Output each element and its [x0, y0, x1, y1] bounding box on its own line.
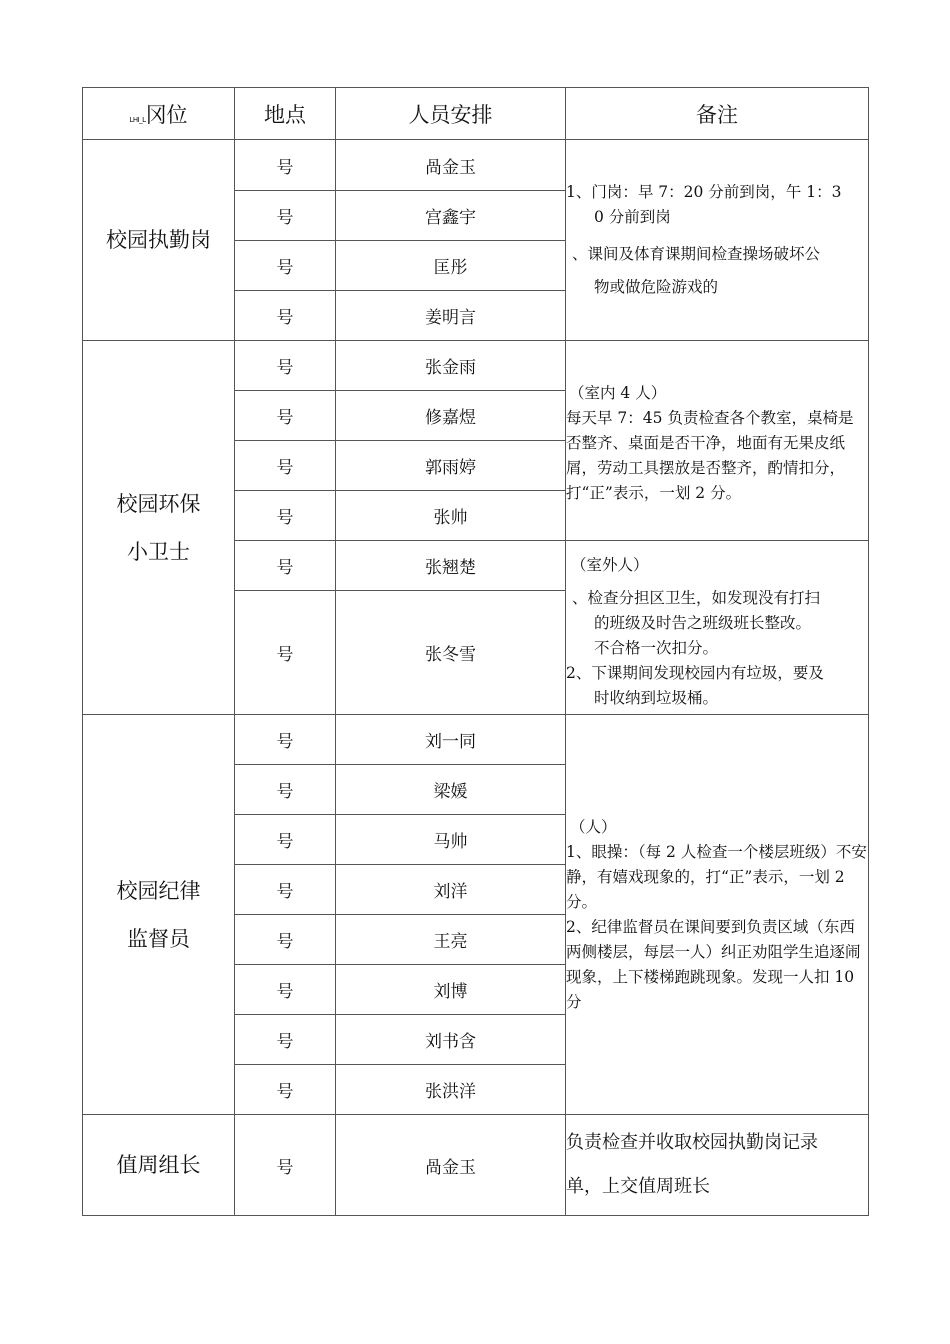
note-title: （室外人） [571, 555, 649, 574]
header-location: 地点 [235, 88, 336, 140]
remarks-cell [566, 715, 869, 1115]
location-cell: 号 [235, 341, 336, 391]
name-cell: 梁媛 [336, 765, 566, 815]
note-body: 每天早 7：45 负责检查各个教室，桌椅是否整齐、桌面是否干净，地面有无果皮纸屑，劳动工具摆放是否整齐，酌情扣分，打“正”表示，一划 2 分。 [566, 409, 854, 502]
name-cell: 修嘉煜 [336, 391, 566, 441]
location-cell: 号 [235, 1015, 336, 1065]
name-cell: 张金雨 [336, 341, 566, 391]
location-cell: 号 [235, 1115, 336, 1216]
header-row [83, 88, 869, 140]
remarks-cell [566, 140, 869, 341]
name-cell: 匡彤 [336, 241, 566, 291]
table-row [83, 140, 869, 191]
role-cell [83, 1115, 235, 1216]
role-label: 值周组长 [116, 1153, 201, 1177]
location-cell: 号 [235, 441, 336, 491]
name-cell: 宫鑫宇 [336, 191, 566, 241]
name-cell: 咼金玉 [336, 140, 566, 191]
name-cell: 刘洋 [336, 865, 566, 915]
name-cell: 刘一同 [336, 715, 566, 765]
remarks-cell [566, 341, 869, 541]
role-label: 校园执勤岗 [106, 228, 211, 252]
note-line: 时收纳到垃圾桶。 [594, 688, 719, 707]
location-cell: 号 [235, 815, 336, 865]
location-cell: 号 [235, 191, 336, 241]
duty-table [82, 87, 869, 1216]
name-cell: 马帅 [336, 815, 566, 865]
remarks-cell [566, 541, 869, 715]
location-cell: 号 [235, 591, 336, 715]
remarks-cell [566, 1115, 869, 1216]
note-line: 0 分前到岗 [594, 208, 671, 226]
table-row [83, 1115, 869, 1216]
location-cell: 号 [235, 765, 336, 815]
note-line: 2、下课期间发现校园内有垃圾，要及 [566, 663, 824, 682]
note-line: 的班级及时告之班级班长整改。 [594, 613, 812, 632]
note-line: 不合格一次扣分。 [594, 638, 719, 657]
location-cell: 号 [235, 541, 336, 591]
note-body: 1、眼操：（每 2 人检查一个楼层班级）不安静，有嬉戏现象的，打“正”表示，一划 2 分。 [566, 842, 867, 911]
note-line: 、课间及体育课期间检查操场破坏公 [572, 245, 821, 263]
note-line: 、检查分担区卫生，如发现没有打扫 [572, 588, 821, 607]
role-cell [83, 341, 235, 715]
role-label: 小卫士 [127, 539, 190, 564]
note-line: 物或做危险游戏的 [594, 278, 719, 296]
header-post [83, 88, 235, 140]
header-staff: 人员安排 [336, 88, 566, 140]
location-cell: 号 [235, 241, 336, 291]
name-cell: 张帅 [336, 491, 566, 541]
name-cell: 张翘楚 [336, 541, 566, 591]
location-cell: 号 [235, 140, 336, 191]
table-row [83, 341, 869, 391]
name-cell: 郭雨婷 [336, 441, 566, 491]
header-post-label: 冈位 [145, 102, 188, 127]
table-row [83, 715, 869, 765]
note-title: （室内 4 人） [569, 384, 667, 402]
location-cell: 号 [235, 965, 336, 1015]
note-title: （人） [570, 817, 617, 836]
location-cell: 号 [235, 391, 336, 441]
role-label: 校园纪律 [116, 878, 201, 903]
name-cell: 张洪洋 [336, 1065, 566, 1115]
header-post-prefix: LHI_L [129, 115, 146, 124]
name-cell: 张冬雪 [336, 591, 566, 715]
name-cell: 刘博 [336, 965, 566, 1015]
location-cell: 号 [235, 865, 336, 915]
location-cell: 号 [235, 715, 336, 765]
location-cell: 号 [235, 291, 336, 341]
note-body: 2、纪律监督员在课间要到负责区域（东西两侧楼层，每层一人）纠正劝阻学生追逐闹现象，上下楼梯跑跳现象。发现一人扣 10 分 [566, 917, 861, 1011]
name-cell: 咼金玉 [336, 1115, 566, 1216]
name-cell: 刘书含 [336, 1015, 566, 1065]
note-line: 单，上交值周班长 [566, 1176, 710, 1197]
location-cell: 号 [235, 491, 336, 541]
role-label: 校园环保 [116, 491, 201, 516]
location-cell: 号 [235, 915, 336, 965]
note-line: 负责检查并收取校园执勤岗记录 [566, 1132, 818, 1153]
role-cell [83, 715, 235, 1115]
location-cell: 号 [235, 1065, 336, 1115]
header-remarks: 备注 [566, 88, 869, 140]
role-cell [83, 140, 235, 341]
name-cell: 王亮 [336, 915, 566, 965]
role-label: 监督员 [127, 926, 190, 951]
note-line: 1、门岗：早 7：20 分前到岗，午 1：3 [566, 183, 842, 201]
name-cell: 姜明言 [336, 291, 566, 341]
